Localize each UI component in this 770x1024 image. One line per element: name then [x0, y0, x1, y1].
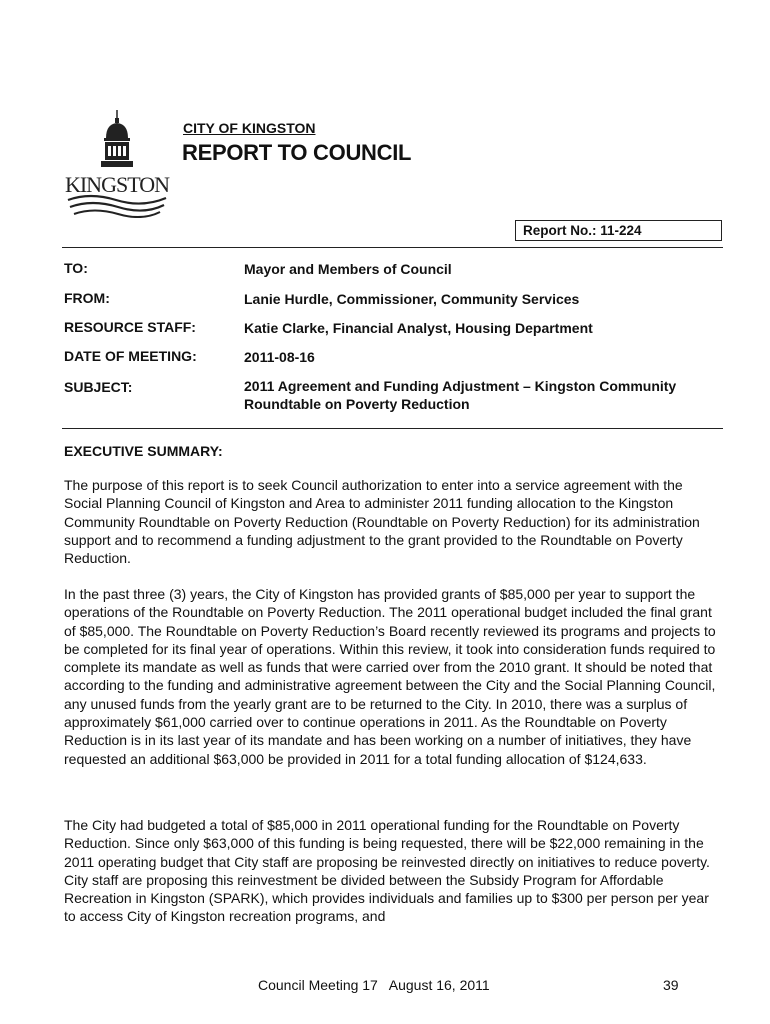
to-label: TO: [64, 260, 88, 276]
summary-paragraph-2: In the past three (3) years, the City of Kingston has provided grants of $85,000 per year to support the operations of the Roundtable on Poverty Reduction. The 2011 operational budget included the final grant of $85,000. The Roundtable on Poverty Reduction’s Board recently reviewed its programs and projects to be completed for its final year of operations. Within this review, it took into consideration funds required to complete its mandate as well as funds that were carried over from the 2010 grant. It should be noted that according to the funding and administrative agreement between the City and the Social Planning Council, any unused funds from the yearly grant are to be returned to the City. In 2010, there was a surplus of approximately $61,000 carried over to continue operations in 2011. As the Roundtable on Poverty Reduction is in its last year of its mandate and has been working on a number of initiatives, they have requested an additional $63,000 be provided in 2011 for a total funding allocation of $124,633. [64, 586, 716, 767]
city-logo [60, 108, 172, 218]
logo-wordmark: KINGSTON [64, 172, 170, 197]
city-hall-dome-icon [60, 108, 172, 218]
page-number: 39 [663, 977, 679, 993]
subject-label: SUBJECT: [64, 379, 133, 395]
report-title: REPORT TO COUNCIL [182, 140, 412, 165]
subject-value: 2011 Agreement and Funding Adjustment – Kingston Community Roundtable on Poverty Reduction [244, 378, 677, 412]
top-divider [62, 247, 723, 248]
date-of-meeting-value: 2011-08-16 [244, 349, 315, 365]
from-label: FROM: [64, 290, 110, 306]
city-name: CITY OF KINGSTON [183, 120, 316, 136]
summary-paragraph-1: The purpose of this report is to seek Council authorization to enter into a service agreement with the Social Planning Council of Kingston and Area to administer 2011 funding allocation to the Kingston Community Roundtable on Poverty Reduction (Roundtable on Poverty Reduction) for its administration support and to recommend a funding adjustment to the grant provided to the Roundtable on Poverty Reduction. [64, 477, 700, 567]
to-value: Mayor and Members of Council [244, 261, 452, 277]
bottom-divider [62, 428, 723, 429]
resource-staff-value: Katie Clarke, Financial Analyst, Housing Department [244, 320, 593, 336]
from-value: Lanie Hurdle, Commissioner, Community Services [244, 291, 580, 307]
resource-staff-label: RESOURCE STAFF: [64, 319, 196, 335]
date-of-meeting-label: DATE OF MEETING: [64, 348, 197, 364]
summary-paragraph-3: The City had budgeted a total of $85,000 in 2011 operational funding for the Roundtable on Poverty Reduction. Since only $63,000 of this funding is being requested, there will be $22,000 remaining in the 2011 operating budget that City staff are proposing be reinvested directly on initiatives to reduce poverty. City staff are proposing this reinvestment be divided between the Subsidy Program for Affordable Recreation in Kingston (SPARK), which provides individuals and families up to $300 per person per year to access City of Kingston recreation programs, and [64, 817, 710, 925]
report-number-box: Report No.: 11-224 [515, 220, 722, 241]
executive-summary-heading: EXECUTIVE SUMMARY: [64, 443, 223, 459]
footer-meeting-info: Council Meeting 17 August 16, 2011 [258, 977, 490, 993]
